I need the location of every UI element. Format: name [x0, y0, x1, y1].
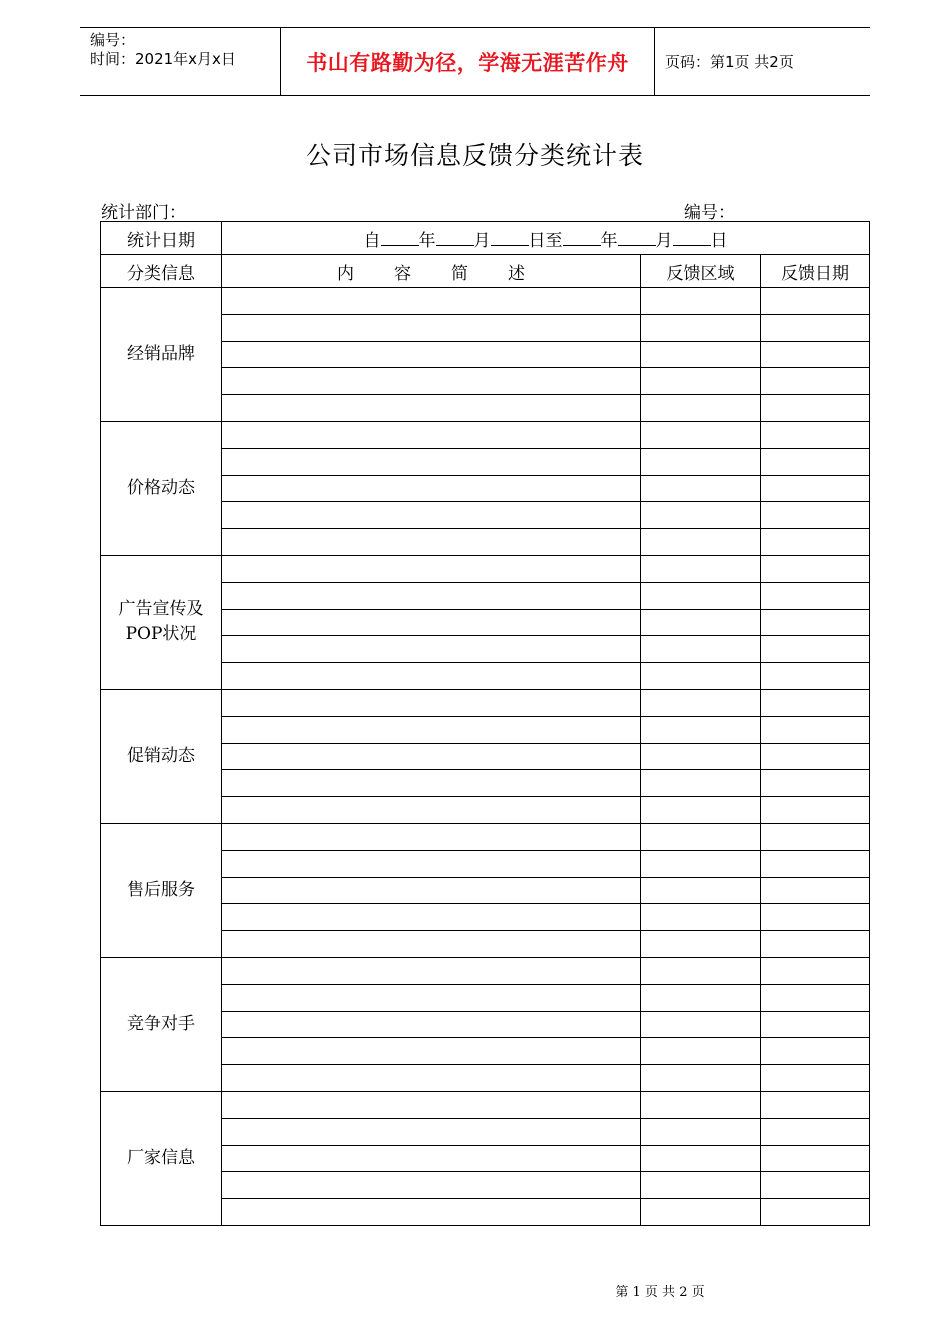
content-cell[interactable]	[222, 368, 641, 395]
content-cell[interactable]	[222, 877, 641, 904]
category-label: 广告宣传及 POP状况	[101, 555, 222, 689]
region-cell[interactable]	[641, 1038, 761, 1065]
content-cell[interactable]	[222, 797, 641, 824]
region-cell[interactable]	[641, 904, 761, 931]
region-cell[interactable]	[641, 341, 761, 368]
date-cell[interactable]	[761, 1145, 870, 1172]
region-cell[interactable]	[641, 1118, 761, 1145]
content-cell[interactable]	[222, 529, 641, 556]
region-cell[interactable]	[641, 823, 761, 850]
date-cell[interactable]	[761, 368, 870, 395]
content-cell[interactable]	[222, 1065, 641, 1092]
col-header-content	[222, 255, 641, 288]
feedback-table	[100, 221, 870, 1226]
content-cell[interactable]	[222, 582, 641, 609]
region-cell[interactable]	[641, 850, 761, 877]
col-header-content-char: 容	[394, 263, 411, 284]
header-number-label: 编号：	[90, 31, 136, 49]
table-row	[101, 957, 870, 984]
date-cell[interactable]	[761, 448, 870, 475]
date-to-label: 日至	[528, 230, 563, 251]
header-page-label: 页码：第1页 共2页	[665, 53, 794, 71]
region-cell[interactable]	[641, 957, 761, 984]
region-cell[interactable]	[641, 582, 761, 609]
category-label: 促销动态	[101, 689, 222, 823]
region-cell[interactable]	[641, 368, 761, 395]
content-cell[interactable]	[222, 770, 641, 797]
region-cell[interactable]	[641, 502, 761, 529]
date-cell[interactable]	[761, 1065, 870, 1092]
col-header-content-char: 述	[508, 263, 525, 284]
document-title: 公司市场信息反馈分类统计表	[305, 141, 644, 170]
date-blank[interactable]	[436, 231, 474, 246]
content-cell[interactable]	[222, 957, 641, 984]
date-cell[interactable]	[761, 609, 870, 636]
date-cell[interactable]	[761, 1038, 870, 1065]
region-cell[interactable]	[641, 663, 761, 690]
header-time-label: 时间：2021年x月x日	[90, 50, 236, 68]
region-cell[interactable]	[641, 609, 761, 636]
region-cell[interactable]	[641, 1065, 761, 1092]
region-cell[interactable]	[641, 448, 761, 475]
date-cell[interactable]	[761, 529, 870, 556]
date-month-label: 月	[473, 230, 491, 251]
col-header-region: 反馈区域	[641, 255, 761, 288]
region-cell[interactable]	[641, 475, 761, 502]
content-cell[interactable]	[222, 609, 641, 636]
content-cell[interactable]	[222, 421, 641, 448]
category-label: 竞争对手	[101, 957, 222, 1091]
date-row-label: 统计日期	[101, 222, 222, 255]
region-cell[interactable]	[641, 555, 761, 582]
document-header	[80, 27, 870, 96]
content-cell[interactable]	[222, 850, 641, 877]
date-blank[interactable]	[381, 231, 419, 246]
date-cell[interactable]	[761, 1118, 870, 1145]
date-cell[interactable]	[761, 475, 870, 502]
date-cell[interactable]	[761, 877, 870, 904]
table-row	[101, 1091, 870, 1118]
date-cell[interactable]	[761, 341, 870, 368]
content-cell[interactable]	[222, 475, 641, 502]
form-number-label: 编号：	[684, 203, 735, 223]
region-cell[interactable]	[641, 984, 761, 1011]
date-cell[interactable]	[761, 716, 870, 743]
region-cell[interactable]	[641, 770, 761, 797]
date-cell[interactable]	[761, 797, 870, 824]
date-cell[interactable]	[761, 555, 870, 582]
region-cell[interactable]	[641, 529, 761, 556]
date-blank[interactable]	[618, 231, 656, 246]
date-cell[interactable]	[761, 1011, 870, 1038]
region-cell[interactable]	[641, 1145, 761, 1172]
date-month-label: 月	[655, 230, 673, 251]
date-cell[interactable]	[761, 663, 870, 690]
content-cell[interactable]	[222, 555, 641, 582]
content-cell[interactable]	[222, 1011, 641, 1038]
date-year-label: 年	[600, 230, 618, 251]
date-cell[interactable]	[761, 288, 870, 315]
date-cell[interactable]	[761, 421, 870, 448]
region-cell[interactable]	[641, 314, 761, 341]
content-cell[interactable]	[222, 502, 641, 529]
table-row	[101, 823, 870, 850]
col-header-content-char: 内	[337, 263, 354, 284]
content-cell[interactable]	[222, 314, 641, 341]
region-cell[interactable]	[641, 877, 761, 904]
region-cell[interactable]	[641, 288, 761, 315]
date-row	[101, 222, 870, 255]
date-cell[interactable]	[761, 823, 870, 850]
content-cell[interactable]	[222, 448, 641, 475]
region-cell[interactable]	[641, 716, 761, 743]
region-cell[interactable]	[641, 797, 761, 824]
content-cell[interactable]	[222, 984, 641, 1011]
table-row	[101, 555, 870, 582]
column-header-row	[101, 255, 870, 288]
content-cell[interactable]	[222, 743, 641, 770]
content-cell[interactable]	[222, 663, 641, 690]
page-footer: 第 1 页 共 2 页	[615, 1285, 705, 1300]
table-row	[101, 421, 870, 448]
date-cell[interactable]	[761, 502, 870, 529]
category-label: 售后服务	[101, 823, 222, 957]
col-header-date: 反馈日期	[761, 255, 870, 288]
content-cell[interactable]	[222, 288, 641, 315]
region-cell[interactable]	[641, 743, 761, 770]
region-cell[interactable]	[641, 1011, 761, 1038]
date-cell[interactable]	[761, 931, 870, 958]
date-cell[interactable]	[761, 1091, 870, 1118]
date-cell[interactable]	[761, 314, 870, 341]
content-cell[interactable]	[222, 341, 641, 368]
content-cell[interactable]	[222, 395, 641, 422]
category-label: 厂家信息	[101, 1091, 222, 1225]
table-row	[101, 288, 870, 315]
date-range	[222, 222, 870, 255]
content-cell[interactable]	[222, 904, 641, 931]
region-cell[interactable]	[641, 421, 761, 448]
header-left-cell	[80, 28, 281, 95]
content-cell[interactable]	[222, 636, 641, 663]
content-cell[interactable]	[222, 1038, 641, 1065]
region-cell[interactable]	[641, 1199, 761, 1226]
date-cell[interactable]	[761, 984, 870, 1011]
region-cell[interactable]	[641, 931, 761, 958]
col-header-content-char: 简	[451, 263, 468, 284]
content-cell[interactable]	[222, 823, 641, 850]
date-cell[interactable]	[761, 1199, 870, 1226]
content-cell[interactable]	[222, 931, 641, 958]
content-cell[interactable]	[222, 1199, 641, 1226]
date-cell[interactable]	[761, 689, 870, 716]
date-cell[interactable]	[761, 957, 870, 984]
date-cell[interactable]	[761, 1172, 870, 1199]
date-blank[interactable]	[491, 231, 529, 246]
date-cell[interactable]	[761, 582, 870, 609]
table-row	[101, 689, 870, 716]
date-day-label: 日	[710, 230, 728, 251]
dept-label: 统计部门：	[101, 203, 186, 223]
date-cell[interactable]	[761, 850, 870, 877]
category-label: 经销品牌	[101, 288, 222, 422]
content-cell[interactable]	[222, 1145, 641, 1172]
content-cell[interactable]	[222, 1172, 641, 1199]
date-cell[interactable]	[761, 770, 870, 797]
date-cell[interactable]	[761, 743, 870, 770]
header-motto: 书山有路勤为径，学海无涯苦作舟	[281, 28, 655, 95]
date-blank[interactable]	[563, 231, 601, 246]
date-cell[interactable]	[761, 636, 870, 663]
content-cell[interactable]	[222, 1118, 641, 1145]
date-from-label: 自	[363, 230, 381, 251]
region-cell[interactable]	[641, 395, 761, 422]
region-cell[interactable]	[641, 636, 761, 663]
content-cell[interactable]	[222, 1091, 641, 1118]
date-year-label: 年	[418, 230, 436, 251]
date-cell[interactable]	[761, 395, 870, 422]
content-cell[interactable]	[222, 716, 641, 743]
date-blank[interactable]	[673, 231, 711, 246]
content-cell[interactable]	[222, 689, 641, 716]
col-header-category: 分类信息	[101, 255, 222, 288]
region-cell[interactable]	[641, 1172, 761, 1199]
region-cell[interactable]	[641, 689, 761, 716]
region-cell[interactable]	[641, 1091, 761, 1118]
category-label: 价格动态	[101, 421, 222, 555]
date-cell[interactable]	[761, 904, 870, 931]
